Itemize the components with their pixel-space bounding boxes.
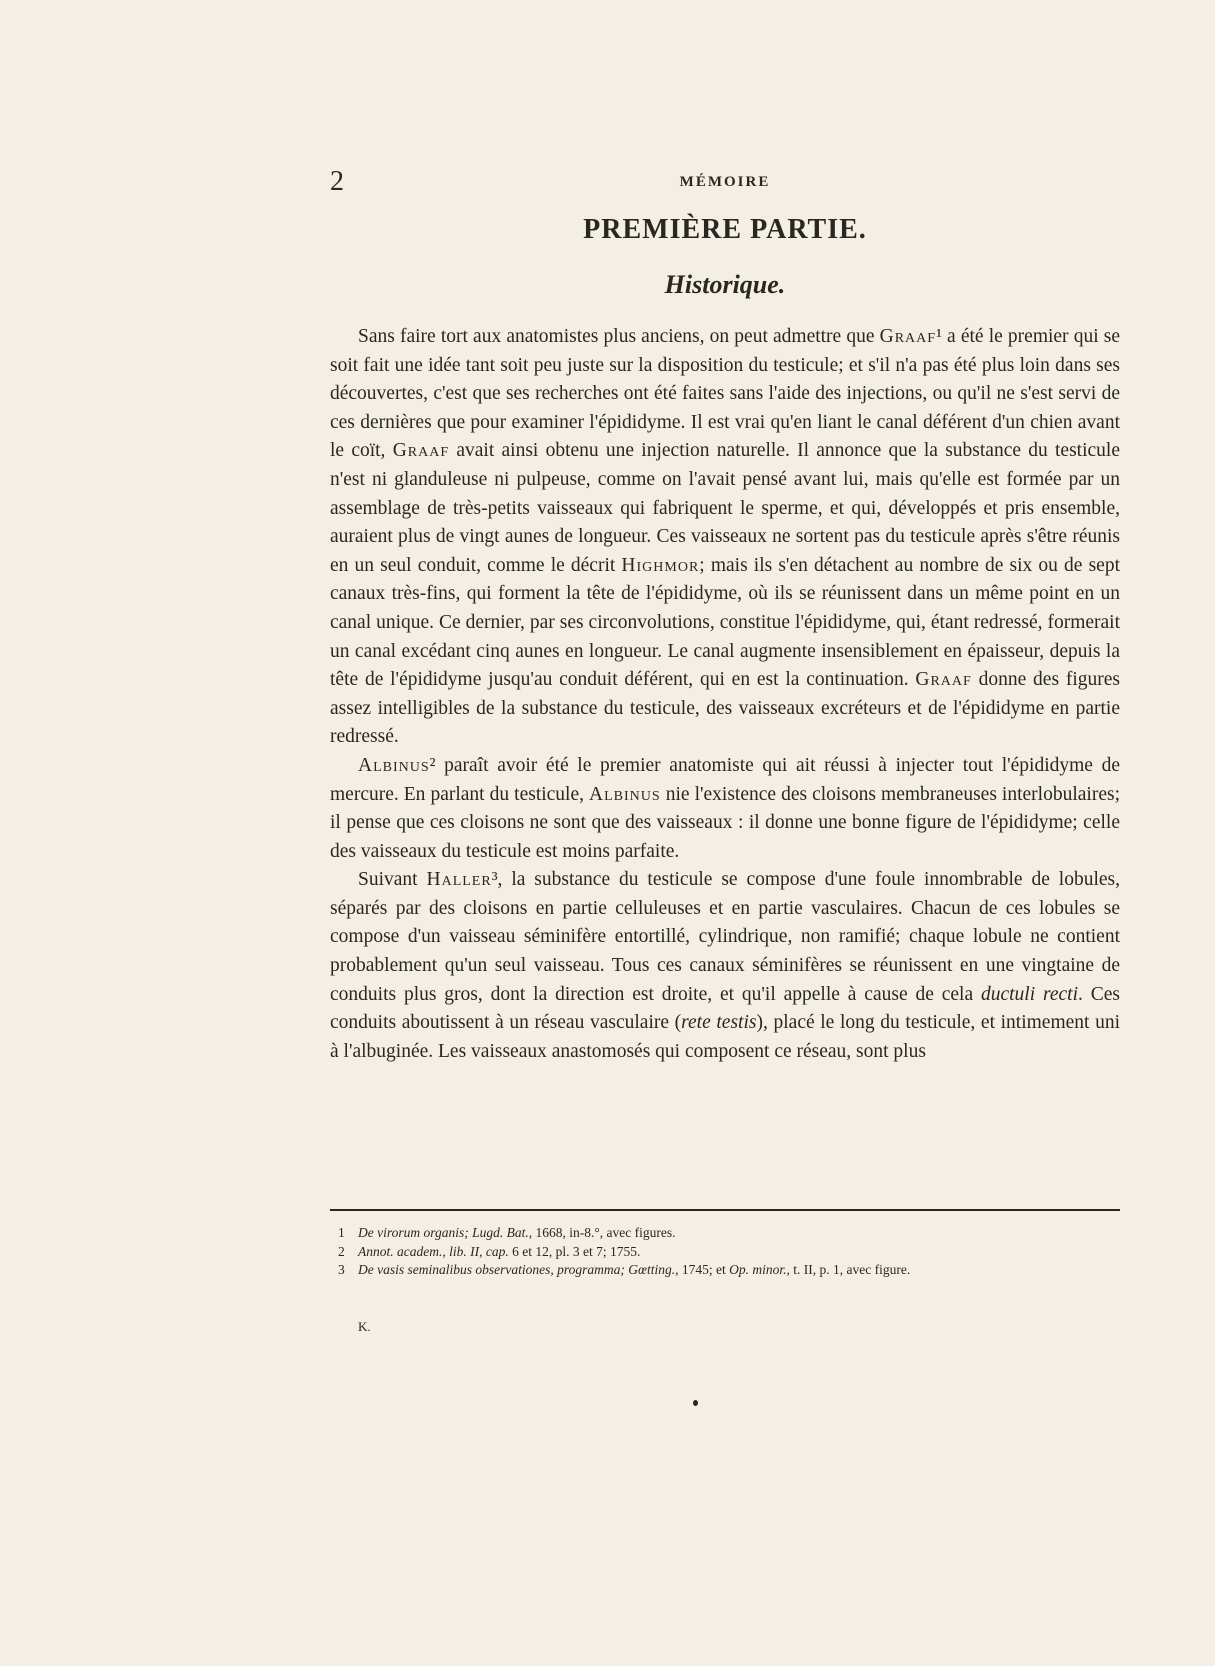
footnote-number: 1 — [338, 1225, 345, 1240]
page-header — [330, 166, 1120, 196]
text-run: . Ces conduits aboutissent à un réseau vasculaire ( — [330, 983, 1120, 1034]
author-name: Graaf — [879, 326, 937, 347]
signature: K. — [358, 1319, 371, 1334]
footnote — [330, 1261, 1120, 1280]
ink-dot — [693, 1400, 698, 1406]
text-run: Suivant — [358, 869, 427, 891]
text-run: 6 et 12, pl. 3 et 7; 1755. — [508, 1243, 641, 1259]
paragraph — [330, 323, 1120, 752]
author-name: Albinus — [589, 783, 661, 805]
footnote — [330, 1243, 1120, 1262]
author-name: Graaf — [915, 669, 972, 691]
text-run: , t. II, p. 1, avec figure. — [786, 1262, 911, 1277]
text-run: ² paraît avoir été le premier anatomiste qui ait réussi à injecter tout l'épididyme de mercure. En parlant du testicule, — [330, 754, 1120, 805]
text-run: ; mais ils s'en détachent au nombre de six ou de sept canaux très-fins, qui forment la tête de l'épididyme, où ils se réunissent dans un même point en un canal unique. Ce dernier, par ses circonvolutions, constitue l'épididyme, qui, étant redressé, formerait un canal excédant cinq aunes en longueur. Le canal augmente insensiblement en épaisseur, depuis la tête de l'épididyme jusqu'au conduit déférent, qui en est la continuation. — [330, 554, 1120, 691]
text-run: ³, la substance du testicule se compose d'une foule innombrable de lobules, séparés par des cloisons en partie celluleuses et en partie vasculaires. Chacun de ces lobules se compose d'un vaisseau séminifère entortillé, cylindrique, non ramifié; chaque lobule ne contient probablement qu'un seul vaisseau. Tous ces canaux séminifères se réunissent en une vingtaine de conduits plus gros, dont la direction est droite, et qu'il appelle à cause de cela — [330, 869, 1120, 1005]
author-name: Graaf — [392, 440, 450, 462]
paragraph — [330, 866, 1120, 1066]
italic-text: rete testis — [681, 1012, 757, 1034]
footnote-number: 2 — [338, 1243, 345, 1259]
italic-text: De virorum organis; Lugd. Bat. — [358, 1225, 529, 1240]
italic-text: Op. minor. — [729, 1262, 787, 1277]
italic-text: Annot. academ., lib. II, cap. — [358, 1243, 509, 1259]
footnote-rule — [330, 1209, 1120, 1211]
text-run: ¹ a été le premier qui se soit fait une idée tant soit peu juste sur la disposition du testicule; et s'il n'a pas été plus loin dans ses découvertes, c'est que ses recherches ont été faites sans l'aide des injections, ou qu'il ne s'est servi de ces dernières que pour examiner l'épididyme. Il est vrai qu'en liant le canal déférent d'un chien avant le coït, — [330, 326, 1120, 462]
text-run: Sans faire tort aux anatomistes plus anciens, on peut admettre que — [358, 326, 880, 347]
text-run: , 1668, in-8.°, avec figures. — [528, 1225, 676, 1240]
footnotes — [330, 1224, 1120, 1280]
author-name: Highmor — [621, 554, 700, 576]
author-name: Albinus — [358, 754, 430, 776]
running-head: MÉMOIRE — [679, 174, 771, 190]
text-run: , 1745; et — [675, 1262, 730, 1277]
part-title: PREMIÈRE PARTIE. — [583, 214, 867, 245]
section-title: Historique. — [664, 270, 786, 299]
text-run: nie l'existence des cloisons membraneuses interlobulaires; il pense que ces cloisons ne sont que des vaisseaux : il donne une bonne figure de l'épididyme; celle des vaisseaux du testicule est moins parfaite. — [330, 783, 1120, 862]
paragraph — [330, 752, 1120, 866]
page-number: 2 — [330, 166, 344, 197]
footnote — [330, 1224, 1120, 1243]
author-name: Haller — [426, 869, 492, 891]
italic-text: De vasis seminalibus observationes, programma; Gœtting. — [358, 1262, 676, 1277]
text-run: donne des figures assez intelligibles de la substance du testicule, des vaisseaux excréteurs et de l'épididyme en partie redressé. — [330, 669, 1120, 748]
italic-text: ductuli recti — [980, 983, 1079, 1005]
text-run: avait ainsi obtenu une injection naturelle. Il annonce que la substance du testicule n'est ni glanduleuse ni pulpeuse, comme on l'avait pensé avant lui, mais qu'elle est formée par un assemblage de très-petits vaisseaux qui fabriquent le sperme, et qui, développés et pris ensemble, auraient plus de vingt aunes de longueur. Ces vaisseaux ne sortent pas du testicule après s'être réunis en un seul conduit, comme le décrit — [330, 440, 1120, 576]
footnote-number: 3 — [338, 1262, 345, 1277]
text-run: ), placé le long du testicule, et intimement uni à l'albuginée. Les vaisseaux anastomosés qui composent ce réseau, sont plus — [330, 1012, 1120, 1062]
body-text — [330, 323, 1120, 1066]
